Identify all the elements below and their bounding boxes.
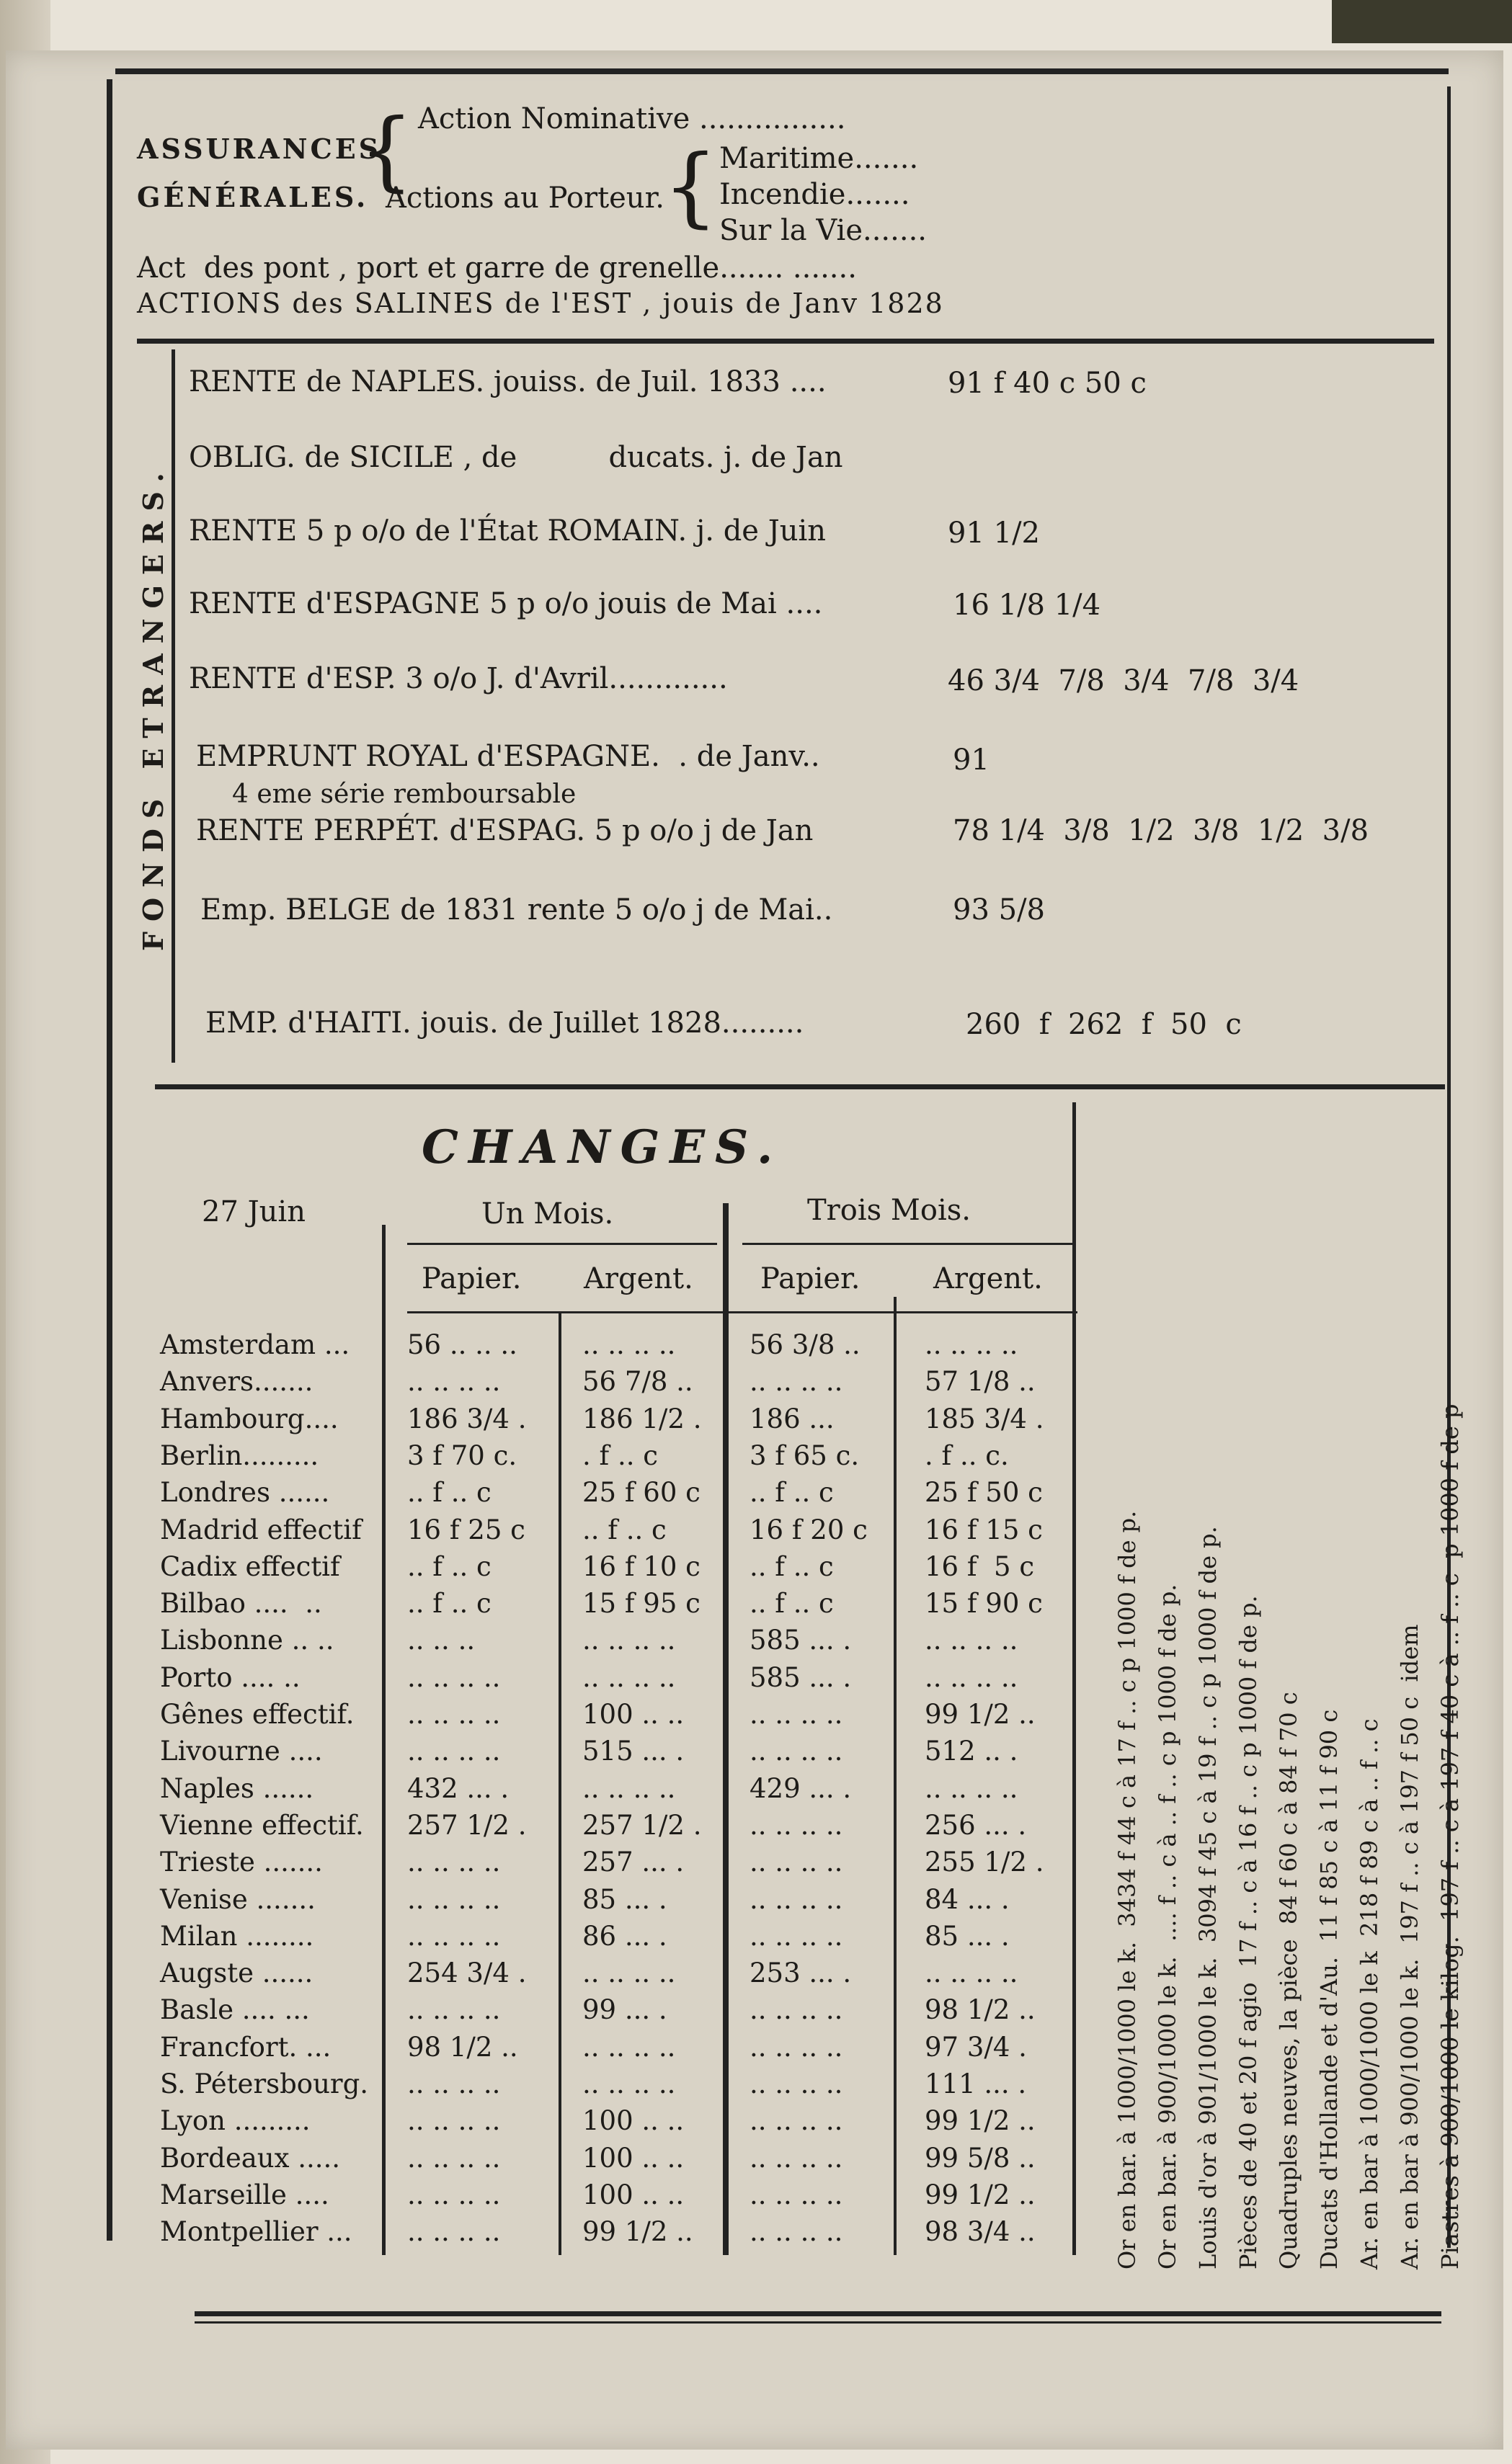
change-value: 585 ... . [750, 1661, 852, 1693]
change-value: 16 f 25 c [407, 1514, 525, 1545]
papier-header: Papier. [760, 1262, 860, 1295]
fonds-row-value: 93 5/8 [953, 893, 1045, 927]
change-value: .. .. .. .. [750, 1883, 843, 1915]
change-city: Hambourg.... [160, 1403, 339, 1434]
change-value: 16 f 15 c [925, 1514, 1043, 1545]
fonds-row-label: RENTE PERPÉT. d'ESPAG. 5 p o/o j de Jan [196, 814, 814, 847]
change-value: .. .. .. .. [750, 1736, 843, 1767]
change-city: S. Pétersbourg. [160, 2068, 369, 2099]
change-city: Venise ....... [160, 1883, 316, 1915]
change-value: .. .. .. .. [407, 1920, 501, 1952]
change-value: .. f .. c [407, 1550, 492, 1582]
change-city: Porto .... .. [160, 1661, 301, 1693]
fonds-section-label: FONDS ETRANGERS. [137, 463, 169, 951]
change-value: 515 ... . [582, 1736, 685, 1767]
change-value: . f .. c. [925, 1439, 1009, 1471]
change-value: .. .. .. .. [750, 1847, 843, 1878]
change-city: Cadix effectif [160, 1550, 340, 1582]
metal-price-line: Pièces de 40 et 20 f agio 17 f .. c à 16 f .. c p 1000 f de p. [1235, 1595, 1262, 2269]
change-value: .. f .. c [750, 1588, 834, 1620]
metal-price-line: Ducats d'Hollande et d'Au. 11 f 85 c à 11 f 90 c [1315, 1709, 1343, 2269]
assurances-label-2: GÉNÉRALES. [137, 181, 369, 213]
change-value: .. f .. c [582, 1514, 667, 1545]
change-city: Trieste ....... [160, 1847, 323, 1878]
change-value: .. .. .. .. [407, 1994, 501, 2026]
section-rule-1 [137, 339, 1434, 344]
argent-header: Argent. [584, 1262, 693, 1295]
change-value: 16 f 10 c [582, 1550, 701, 1582]
change-value: .. .. .. .. [407, 2068, 501, 2099]
metal-price-line: Ar. en bar à 1000/1000 le k 218 f 89 c à .. f .. c [1356, 1718, 1383, 2269]
change-value: 186 1/2 . [582, 1403, 702, 1434]
change-value: .. .. .. .. [750, 1994, 843, 2026]
change-value: .. .. .. .. [407, 1736, 501, 1767]
change-value: 186 3/4 . [407, 1403, 527, 1434]
trois-mois-brace [742, 1243, 1074, 1245]
change-city: Bordeaux ..... [160, 2142, 341, 2174]
change-value: 585 ... . [750, 1625, 852, 1656]
change-value: 99 1/2 .. [582, 2216, 693, 2248]
change-value: .. .. .. .. [407, 1847, 501, 1878]
change-value: 3 f 65 c. [750, 1439, 860, 1471]
change-value: 99 ... . [582, 1994, 667, 2026]
changes-date: 27 Juin [202, 1195, 306, 1228]
change-value: .. .. .. .. [925, 1329, 1018, 1360]
bottom-rule-thin [195, 2321, 1441, 2324]
change-value: 257 ... . [582, 1847, 685, 1878]
change-value: .. .. .. .. [925, 1625, 1018, 1656]
fonds-row-value: 91 [953, 744, 990, 777]
fonds-row-value: 16 1/8 1/4 [953, 589, 1101, 622]
change-value: 57 1/8 .. [925, 1366, 1036, 1398]
change-city: Anvers....... [160, 1366, 313, 1398]
fonds-row-value: 78 1/4 3/8 1/2 3/8 1/2 3/8 [953, 814, 1369, 847]
fonds-row-label: RENTE 5 p o/o de l'État ROMAIN. j. de Juin [189, 514, 827, 548]
change-city: Basle .... ... [160, 1994, 310, 2026]
sur-la-vie: Sur la Vie....... [719, 214, 928, 247]
change-value: .. .. .. .. [750, 2105, 843, 2137]
change-city: Lyon ......... [160, 2105, 311, 2137]
change-value: .. .. .. .. [407, 1883, 501, 1915]
change-value: 56 3/8 .. [750, 1329, 860, 1360]
left-frame [107, 79, 112, 2241]
change-city: Bilbao .... .. [160, 1588, 322, 1620]
change-value: .. f .. c [750, 1550, 834, 1582]
metal-price-line: Quadruples neuves, la pièce 84 f 60 c à 84 f 70 c [1275, 1692, 1302, 2269]
change-city: Gênes effectif. [160, 1699, 355, 1730]
bottom-rule [195, 2311, 1441, 2316]
actions-salines: ACTIONS des SALINES de l'EST , jouis de Janv 1828 [137, 287, 944, 319]
change-value: 256 ... . [925, 1809, 1027, 1841]
change-value: 257 1/2 . [582, 1809, 702, 1841]
change-value: 432 ... . [407, 1772, 510, 1804]
change-value: 98 1/2 .. [407, 2031, 518, 2063]
change-value: .. .. .. .. [750, 2068, 843, 2099]
change-value: 85 ... . [582, 1883, 667, 1915]
change-city: Lisbonne .. .. [160, 1625, 334, 1656]
book-cover-corner [1332, 0, 1512, 43]
change-value: . f .. c [582, 1439, 658, 1471]
sub-rule [407, 1311, 1077, 1313]
change-value: 111 ... . [925, 2068, 1027, 2099]
change-city: Vienne effectif. [160, 1809, 364, 1841]
change-value: 15 f 95 c [582, 1588, 701, 1620]
change-value: .. .. .. .. [750, 2142, 843, 2174]
change-city: Francfort. ... [160, 2031, 332, 2063]
change-value: .. .. .. .. [582, 2068, 676, 2099]
trois-mois-header: Trois Mois. [807, 1194, 971, 1227]
change-value: .. .. .. .. [582, 2031, 676, 2063]
change-value: .. .. .. .. [750, 1920, 843, 1952]
fonds-row-value: 260 f 262 f 50 c [966, 1008, 1242, 1041]
metal-price-line: Or en bar. à 900/1000 le k. .... f .. c à .. f .. c p 1000 f de p. [1154, 1584, 1181, 2269]
change-value: .. .. .. .. [750, 1366, 843, 1398]
change-value: .. .. .. .. [407, 2216, 501, 2248]
change-value: 56 7/8 .. [582, 1366, 693, 1398]
change-value: 100 .. .. [582, 2105, 685, 2137]
change-value: .. .. .. .. [582, 1329, 676, 1360]
change-value: 254 3/4 . [407, 1958, 527, 1989]
change-value: .. .. .. .. [582, 1772, 676, 1804]
fonds-row-value: 91 f 40 c 50 c [948, 367, 1147, 400]
change-value: .. .. .. .. [750, 2179, 843, 2210]
change-city: Naples ...... [160, 1772, 314, 1804]
change-value: .. .. .. .. [407, 1366, 501, 1398]
metal-price-line: Louis d'or à 901/1000 le k. 3094 f 45 c à 19 f .. c p 1000 f de p. [1194, 1526, 1222, 2269]
metal-price-line: Piastres à 900/1000 le kilog. 197 f .. c à 197 f 40 c à .. f .. c p 1000 f de p [1436, 1403, 1464, 2269]
change-city: Marseille .... [160, 2179, 329, 2210]
metal-price-line: Ar. en bar à 900/1000 le k. 197 f .. c à 197 f 50 c idem [1396, 1624, 1423, 2269]
change-value: 25 f 60 c [582, 1477, 701, 1509]
un-mois-header: Un Mois. [481, 1197, 614, 1231]
changes-title: CHANGES. [422, 1120, 783, 1174]
change-value: .. .. .. [407, 1625, 476, 1656]
change-value: 84 ... . [925, 1883, 1010, 1915]
change-value: 429 ... . [750, 1772, 852, 1804]
metal-price-line: Or en bar. à 1000/1000 le k. 3434 f 44 c à 17 f .. c p 1000 f de p. [1113, 1510, 1141, 2269]
change-value: .. .. .. .. [750, 1809, 843, 1841]
change-value: .. f .. c [407, 1477, 492, 1509]
change-value: 100 .. .. [582, 1699, 685, 1730]
argent-header: Argent. [933, 1262, 1043, 1295]
actions-porteur: Actions au Porteur. [386, 182, 665, 215]
fonds-row-label: OBLIG. de SICILE , de ducats. j. de Jan [189, 441, 843, 474]
change-city: Livourne .... [160, 1736, 323, 1767]
section-rule-2 [155, 1084, 1445, 1089]
change-value: .. .. .. .. [750, 2031, 843, 2063]
brace-1: { [359, 101, 414, 201]
change-value: .. .. .. .. [582, 1625, 676, 1656]
col-rule [382, 1225, 386, 2255]
act-pont: Act des pont , port et garre de grenelle....... ....... [137, 251, 857, 285]
change-value: 257 1/2 . [407, 1809, 527, 1841]
change-value: .. .. .. .. [750, 1699, 843, 1730]
change-city: Londres ...... [160, 1477, 330, 1509]
incendie: Incendie....... [719, 178, 910, 211]
change-value: 25 f 50 c [925, 1477, 1043, 1509]
change-value: 255 1/2 . [925, 1847, 1044, 1878]
change-value: 98 3/4 .. [925, 2216, 1036, 2248]
change-value: .. .. .. .. [582, 1661, 676, 1693]
change-value: 3 f 70 c. [407, 1439, 517, 1471]
fonds-row-label: EMP. d'HAITI. jouis. de Juillet 1828......... [205, 1006, 804, 1040]
change-value: .. f .. c [407, 1588, 492, 1620]
change-value: .. .. .. .. [925, 1958, 1018, 1989]
col-rule [723, 1203, 729, 2255]
change-value: 100 .. .. [582, 2142, 685, 2174]
change-value: 85 ... . [925, 1920, 1010, 1952]
fonds-row-label: RENTE de NAPLES. jouiss. de Juil. 1833 .... [189, 365, 827, 398]
change-value: .. .. .. .. [407, 1699, 501, 1730]
change-value: 56 .. .. .. [407, 1329, 517, 1360]
fonds-row-note: 4 eme série remboursable [232, 780, 577, 809]
change-value: 186 ... [750, 1403, 835, 1434]
change-value: .. .. .. .. [407, 2142, 501, 2174]
change-value: .. .. .. .. [925, 1661, 1018, 1693]
change-value: .. .. .. .. [407, 1661, 501, 1693]
change-value: 99 1/2 .. [925, 2105, 1036, 2137]
fonds-left-rule [172, 349, 175, 1063]
col-rule [894, 1297, 897, 2255]
change-city: Montpellier ... [160, 2216, 352, 2248]
fonds-row-label: RENTE d'ESP. 3 o/o J. d'Avril............. [189, 662, 728, 695]
change-city: Amsterdam ... [160, 1329, 350, 1360]
change-value: .. .. .. .. [407, 2105, 501, 2137]
change-value: .. .. .. .. [407, 2179, 501, 2210]
action-nominative: Action Nominative ................ [418, 102, 846, 135]
assurances-label-1: ASSURANCES [137, 133, 382, 165]
change-city: Berlin......... [160, 1439, 319, 1471]
change-value: 99 5/8 .. [925, 2142, 1036, 2174]
fonds-row-value: 91 1/2 [948, 517, 1040, 550]
un-mois-brace [407, 1243, 717, 1245]
change-value: 185 3/4 . [925, 1403, 1044, 1434]
fonds-row-label: Emp. BELGE de 1831 rente 5 o/o j de Mai.. [200, 893, 833, 927]
change-value: 512 .. . [925, 1736, 1018, 1767]
change-value: 98 1/2 .. [925, 1994, 1036, 2026]
change-value: .. .. .. .. [750, 2216, 843, 2248]
change-value: 100 .. .. [582, 2179, 685, 2210]
col-rule [559, 1311, 561, 2255]
change-value: 16 f 5 c [925, 1550, 1035, 1582]
change-city: Milan ........ [160, 1920, 314, 1952]
fonds-row-label: RENTE d'ESPAGNE 5 p o/o jouis de Mai .... [189, 587, 823, 620]
change-value: .. .. .. .. [582, 1958, 676, 1989]
change-value: 99 1/2 .. [925, 1699, 1036, 1730]
maritime: Maritime....... [719, 142, 919, 175]
change-value: 97 3/4 . [925, 2031, 1027, 2063]
papier-header: Papier. [422, 1262, 522, 1295]
fonds-row-value: 46 3/4 7/8 3/4 7/8 3/4 [948, 664, 1299, 697]
change-value: 16 f 20 c [750, 1514, 868, 1545]
change-value: .. f .. c [750, 1477, 834, 1509]
change-city: Augste ...... [160, 1958, 313, 1989]
change-value: 253 ... . [750, 1958, 852, 1989]
change-value: 86 ... . [582, 1920, 667, 1952]
col-rule [1072, 1102, 1076, 2255]
change-city: Madrid effectif [160, 1514, 362, 1545]
change-value: 99 1/2 .. [925, 2179, 1036, 2210]
change-value: .. .. .. .. [925, 1772, 1018, 1804]
brace-2: { [663, 137, 719, 237]
change-value: 15 f 90 c [925, 1588, 1043, 1620]
fonds-row-label: EMPRUNT ROYAL d'ESPAGNE. . de Janv.. [196, 740, 820, 773]
top-rule [115, 68, 1449, 74]
